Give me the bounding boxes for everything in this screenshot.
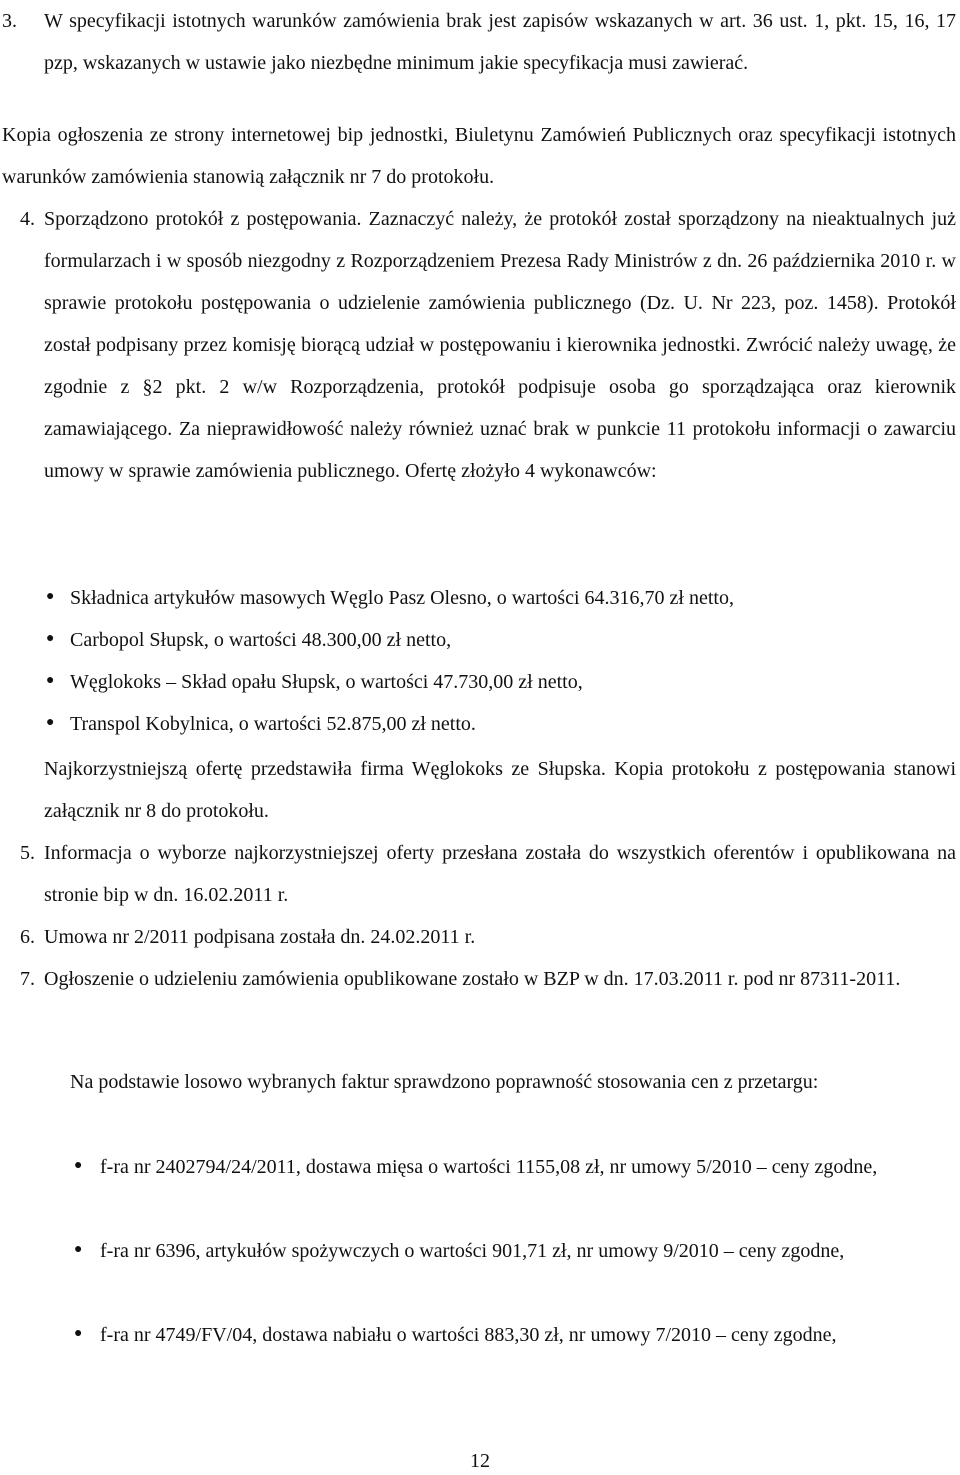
- invoices-intro: Na podstawie losowo wybranych faktur sprawdzono poprawność stosowania cen z przetargu:: [70, 1071, 819, 1093]
- item-5-number: 5.: [20, 842, 35, 864]
- bullet-icon: ●: [46, 589, 55, 604]
- page-number: 12: [470, 1450, 490, 1472]
- item-4-text: Sporządzono protokół z postępowania. Zaznaczyć należy, że protokół został sporządzony na nieaktualnych już formularzach i w sposób niezgodny z Rozporządzeniem Prezesa Rady Ministrów z dn. 26 października 2010 r. w sprawie protokołu postępowania o udzielenie zamówienia publicznego (Dz. U. Nr 223, poz. 1458). Protokół został podpisany przez komisję biorącą udział w postępowaniu i kierownika jednostki. Zwrócić należy uwagę, że zgodnie z §2 pkt. 2 w/w Rozporządzenia, protokół podpisuje osoba go sporządzająca oraz kierownik zamawiającego. Za nieprawidłowość należy również uznać brak w punkcie 11 protokołu informacji o zawarciu umowy w sprawie zamówienia publicznego. Ofertę złożyło 4 wykonawców:: [44, 208, 956, 482]
- invoice-item: f-ra nr 2402794/24/2011, dostawa mięsa o wartości 1155,08 zł, nr umowy 5/2010 – ceny zgodne,: [100, 1156, 878, 1178]
- item-3-text: W specyfikacji istotnych warunków zamówienia brak jest zapisów wskazanych w art. 36 ust. 1, pkt. 15, 16, 17 pzp, wskazanych w ustawie jako niezbędne minimum jakie specyfikacja musi zawierać.: [44, 10, 956, 74]
- item-7-number: 7.: [20, 968, 35, 990]
- bullet-icon: ●: [46, 715, 55, 730]
- item-7-text: Ogłoszenie o udzieleniu zamówienia opublikowane zostało w BZP w dn. 17.03.2011 r. pod nr 87311-2011.: [44, 968, 901, 990]
- best-offer-paragraph: Najkorzystniejszą ofertę przedstawiła firma Węglokoks ze Słupska. Kopia protokołu z postępowania stanowi załącznik nr 8 do protokołu.: [44, 758, 956, 822]
- offer-item: Węglokoks – Skład opału Słupsk, o wartości 47.730,00 zł netto,: [70, 671, 583, 693]
- item-4-number: 4.: [20, 208, 35, 230]
- bullet-icon: ●: [46, 631, 55, 646]
- invoice-item: f-ra nr 6396, artykułów spożywczych o wartości 901,71 zł, nr umowy 9/2010 – ceny zgodne,: [100, 1240, 845, 1262]
- invoice-item: f-ra nr 4749/FV/04, dostawa nabiału o wartości 883,30 zł, nr umowy 7/2010 – ceny zgodne,: [100, 1324, 837, 1346]
- bullet-icon: ●: [74, 1242, 83, 1257]
- bullet-icon: ●: [46, 673, 55, 688]
- item-6-number: 6.: [20, 926, 35, 948]
- item-3-number: 3.: [2, 10, 17, 32]
- item-5-text: Informacja o wyborze najkorzystniejszej oferty przesłana została do wszystkich oferentów i opublikowana na stronie bip w dn. 16.02.2011 r.: [44, 842, 956, 906]
- offer-item: Carbopol Słupsk, o wartości 48.300,00 zł netto,: [70, 629, 452, 651]
- bullet-icon: ●: [74, 1158, 83, 1173]
- bullet-icon: ●: [74, 1326, 83, 1341]
- kopia-paragraph: Kopia ogłoszenia ze strony internetowej bip jednostki, Biuletynu Zamówień Publicznych oraz specyfikacji istotnych warunków zamówienia stanowią załącznik nr 7 do protokołu.: [2, 124, 956, 188]
- item-6-text: Umowa nr 2/2011 podpisana została dn. 24.02.2011 r.: [44, 926, 476, 948]
- offer-item: Składnica artykułów masowych Węglo Pasz Olesno, o wartości 64.316,70 zł netto,: [70, 587, 734, 609]
- offer-item: Transpol Kobylnica, o wartości 52.875,00 zł netto.: [70, 713, 476, 735]
